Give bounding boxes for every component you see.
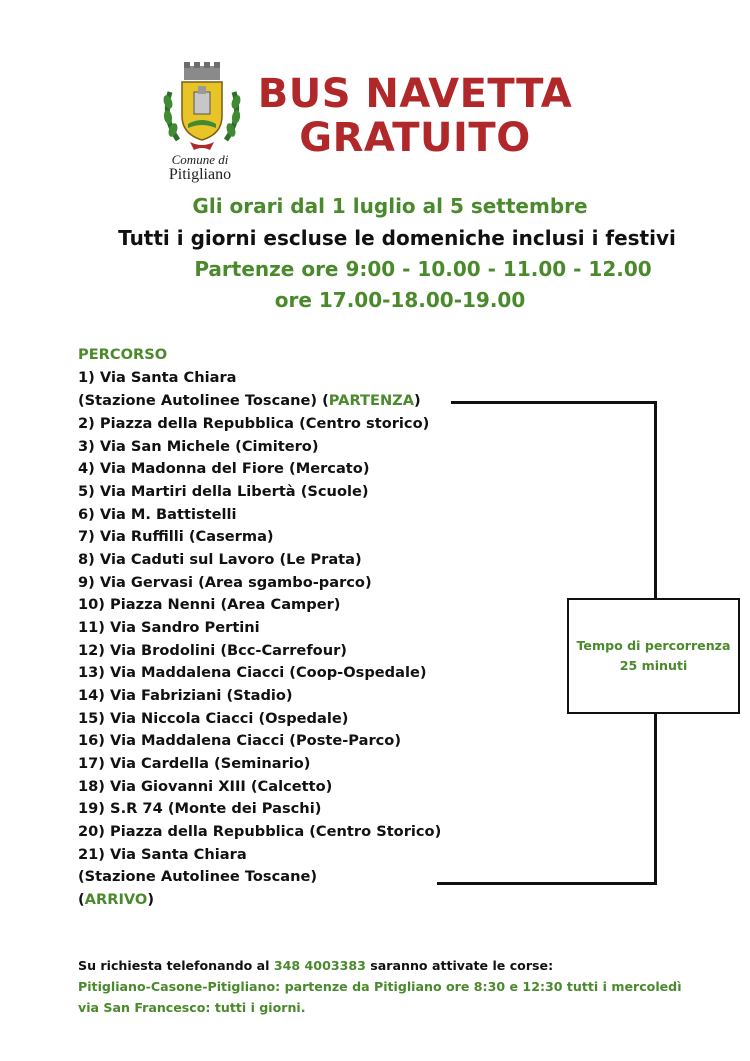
route-stop: 5) Via Martiri della Libertà (Scuole): [78, 483, 369, 500]
route-stop: 9) Via Gervasi (Area sgambo-parco): [78, 573, 372, 591]
route-stop: 6) Via M. Battistelli: [78, 505, 237, 523]
schedule-days: Tutti i giorni escluse le domeniche inclusi i festivi: [118, 226, 676, 250]
route-stop: 4) Via Madonna del Fiore (Mercato): [78, 460, 370, 477]
footer-line-2: Pitigliano-Casone-Pitigliano: partenze da Pitigliano ore 8:30 e 12:30 tutti i mercoledì: [78, 979, 682, 994]
route-stop: 19) S.R 74 (Monte dei Paschi): [78, 800, 322, 817]
route-stop-1: 1) Via Santa Chiara: [78, 369, 237, 386]
route-heading: PERCORSO: [78, 346, 168, 363]
title-line2: GRATUITO: [299, 115, 531, 161]
route-stop: (Stazione Autolinee Toscane): [78, 868, 318, 885]
departure-label: PARTENZA: [328, 392, 415, 409]
schedule-dates: Gli orari dal 1 luglio al 5 settembre: [192, 194, 588, 218]
schedule-morning-times: Partenze ore 9:00 - 10.00 - 11.00 - 12.00: [194, 257, 652, 281]
bracket-bottom-line: [437, 882, 657, 885]
footer-line-1: Su richiesta telefonando al 348 4003383 saranno attivate le corse:: [78, 958, 554, 973]
route-stop: 20) Piazza della Repubblica (Centro Storico): [78, 823, 442, 840]
route-stop: 18) Via Giovanni XIII (Calcetto): [78, 777, 333, 795]
route-stop: 8) Via Caduti sul Lavoro (Le Prata): [78, 551, 362, 568]
route-stop: 21) Via Santa Chiara: [78, 845, 247, 863]
route-stop: 15) Via Niccola Ciacci (Ospedale): [78, 709, 349, 727]
route-stop: 14) Via Fabriziani (Stadio): [78, 687, 293, 704]
route-stop: 11) Via Sandro Pertini: [78, 619, 260, 636]
route-stop: 12) Via Brodolini (Bcc-Carrefour): [78, 641, 347, 659]
bracket-top-line: [451, 401, 657, 404]
logo-caption-line2: Pitigliano: [168, 166, 232, 183]
arrival-label: ARRIVO: [84, 891, 148, 908]
travel-time-box: [567, 598, 740, 714]
title-line1: BUS NAVETTA: [257, 71, 573, 117]
bracket-lower-vertical: [654, 713, 657, 885]
route-stop: 13) Via Maddalena Ciacci (Coop-Ospedale): [78, 664, 427, 681]
travel-time-value: 25 minuti: [619, 658, 688, 673]
route-stop: 7) Via Ruffilli (Caserma): [78, 528, 274, 545]
route-stop-1-detail: (Stazione Autolinee Toscane) (PARTENZA): [78, 392, 421, 409]
travel-time-label: Tempo di percorrenza: [576, 638, 731, 653]
route-stop: 16) Via Maddalena Ciacci (Poste-Parco): [78, 732, 402, 749]
footer-line-3: via San Francesco: tutti i giorni.: [78, 1000, 306, 1015]
route-arrival: (ARRIVO): [78, 891, 154, 908]
route-stop: 2) Piazza della Repubblica (Centro storico): [78, 415, 430, 432]
bracket-upper-vertical: [654, 401, 657, 599]
route-stop: 3) Via San Michele (Cimitero): [78, 437, 319, 455]
phone-number: 348 4003383: [273, 958, 366, 973]
schedule-evening-times: ore 17.00-18.00-19.00: [274, 288, 526, 312]
logo-caption-line1: Comune di: [171, 152, 229, 167]
route-stop: 17) Via Cardella (Seminario): [78, 755, 311, 772]
route-stop: 10) Piazza Nenni (Area Camper): [78, 596, 341, 613]
